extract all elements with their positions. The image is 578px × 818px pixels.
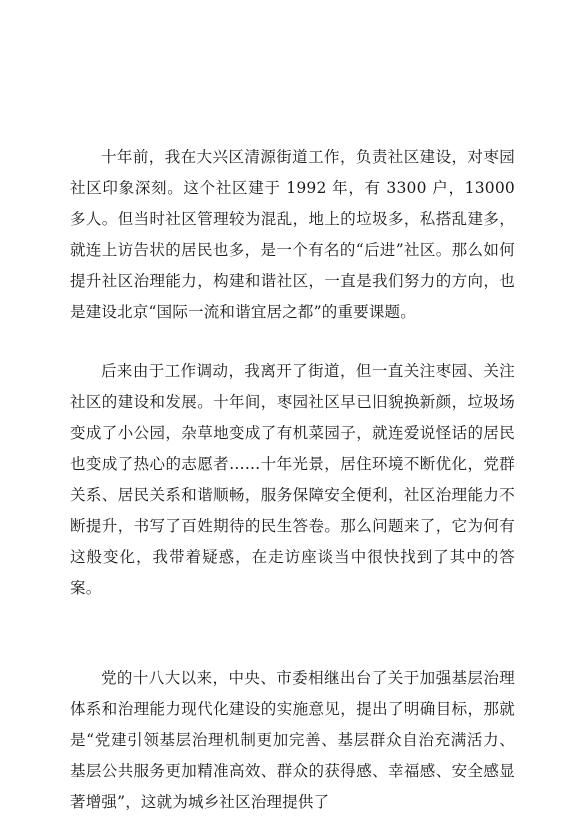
paragraph-1: 十年前，我在大兴区清源街道工作，负责社区建设，对枣园社区印象深刻。这个社区建于 1992 年，有 3300 户，13000 多人。但当时社区管理较为混乱，地上的垃圾多，私搭乱建多，就连上访告状的居民也多，是一个有名的“后进”社区。那么如何提升社区治理能力，构建和谐社区，一直是我们努力的方向，也是建设北京“国际一流和谐宜居之都”的重要课题。	[70, 148, 515, 321]
paragraph-2: 后来由于工作调动，我离开了街道，但一直关注枣园、关注社区的建设和发展。十年间，枣园社区早已旧貌换新颜，垃圾场变成了小公园，杂草地变成了有机菜园子，就连爱说怪话的居民也变成了热心的志愿者……十年光景，居住环境不断优化，党群关系、居民关系和谐顺畅，服务保障安全便利，社区治理能力不断提升，书写了百姓期待的民生答卷。那么问题来了，它为何有这般变化，我带着疑惑，在走访座谈当中很快找到了其中的答案。	[70, 362, 515, 597]
paragraph-3: 党的十八大以来，中央、市委相继出台了关于加强基层治理体系和治理能力现代化建设的实施意见，提出了明确目标，那就是“党建引领基层治理机制更加完善、基层群众自治充满活力、基层公共服务更加精准高效、群众的获得感、幸福感、安全感显著增强”，这就为城乡社区治理提供了	[70, 669, 515, 811]
